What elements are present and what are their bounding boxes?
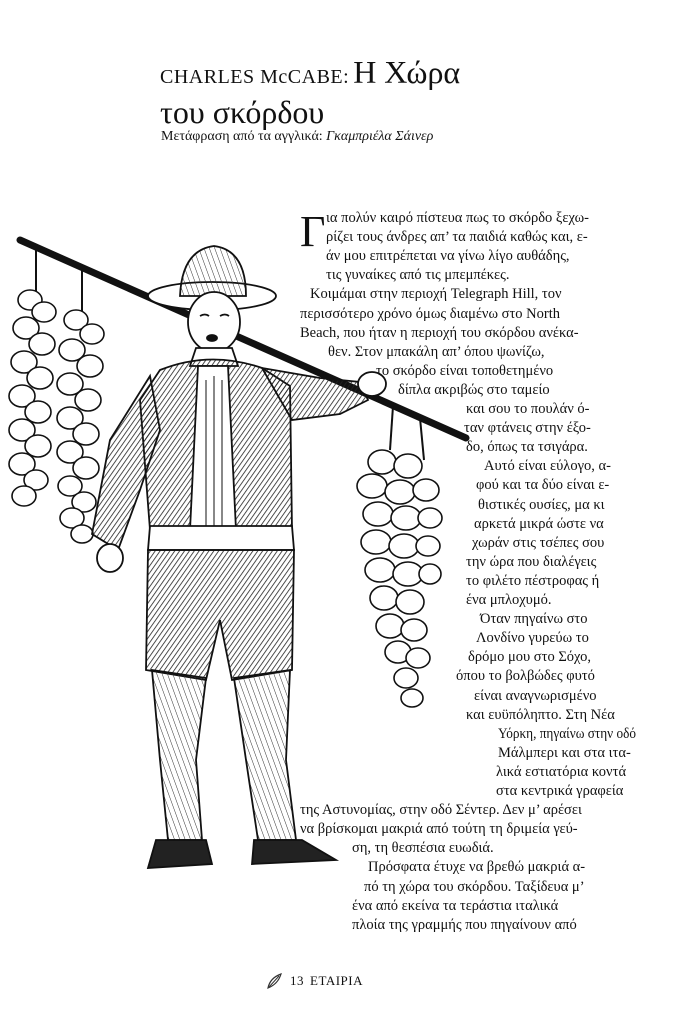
article-line: ένα από εκείνα τα τεράστια ιταλικά [352,897,559,914]
article-line: Λονδίνο γυρεύω το [476,630,589,647]
article-line: ση, τη θεσπέσια ευωδιά. [352,840,494,857]
article-line: τις γυναίκες από τις μπεμπέκες. [326,267,510,284]
article-line: θεν. Στον μπακάλη απ’ όπου ψωνίζω, [328,343,545,360]
page-number: 13 [290,973,304,988]
article-line: περισσότερο χρόνο όμως διαμένω στο North [300,305,561,322]
article-line: Πρόσφατα έτυχε να βρεθώ μακριά α- [368,859,586,876]
article-line: Μάλμπερι και στα ιτα- [498,744,631,761]
translator-name: Γκαμπριέλα Σάινερ [326,129,434,144]
author-name: CHARLES McCABE: [160,66,350,88]
article-line: το σκόρδο είναι τοποθετημένο [376,362,554,379]
article-line: είναι αναγνωρισμένο [474,687,597,704]
article-line: πό τη χώρα του σκόρδου. Ταξίδευα μ’ [364,878,585,895]
article-line: φού και τα δύο είναι ε- [476,477,610,494]
article-line: και ευϋπόληπτο. Στη Νέα [466,706,615,723]
article-line: στα κεντρικά γραφεία [496,783,624,799]
article-line: ένα μπλοχυμό. [466,592,552,608]
article-line: Αυτό είναι εύλογο, α- [484,458,611,475]
article-line: αρκετά μικρά ώστε να [474,515,604,532]
article-line: δίπλα ακριβώς στο ταμείο [398,381,550,398]
title-line-1: Η Χώρα [353,54,461,90]
article-line: Κοιμάμαι στην περιοχή Telegraph Hill, τον [310,286,562,303]
article-line: λικά εστιατόρια κοντά [496,763,627,780]
article-line: ια πολύν καιρό πίστευα πως το σκόρδο ξεχω- [326,210,589,226]
article-line: ταν φτάνεις στην έξο- [464,420,591,437]
article-line: της Αστυνομίας, στην οδό Σέντερ. Δεν μ’ αρέσει [300,802,582,819]
article-line: να βρίσκομαι μακριά από τούτη τη δριμεία γεύ- [300,821,578,838]
article-line: Beach, που ήταν η περιοχή του σκόρδου ανέκα- [300,324,579,341]
article-line: πλοία της γραμμής που πηγαίνουν από [352,916,577,933]
leaf-ornament-icon [266,972,284,990]
page-footer [266,972,363,990]
magazine-name: ΕΤΑΙΡΙΑ [310,973,364,988]
drop-cap: Γ [300,207,326,256]
article-line: χωράν στις τσέπες σου [472,534,605,551]
article-line: ρίζει τους άνδρες απ’ τα παιδιά καθώς και, ε- [326,229,588,246]
article-line: την ώρα που διαλέγεις [466,553,597,570]
article-line: και σου το πουλάν ό- [466,401,590,417]
article-line: το φιλέτο πέστροφας ή [466,572,600,589]
title-line-2: του σκόρδου [160,94,325,130]
article-line: Υόρκη, πηγαίνω στην οδό [498,725,636,742]
article-line: θιστικές ουσίες, μα κι [478,496,605,513]
article-line: δρόμο μου στο Σόχο, [468,649,591,666]
article-line: δο, όπως τα τσιγάρα. [466,439,588,456]
article-line: άν μου επιτρέπεται να γίνω λίγο αυθάδης, [326,248,570,265]
translation-prefix: Μετάφραση από τα αγγλικά: [161,129,323,144]
article-line: όπου το βολβώδες φυτό [456,668,595,685]
article-line: Όταν πηγαίνω στο [480,611,588,628]
